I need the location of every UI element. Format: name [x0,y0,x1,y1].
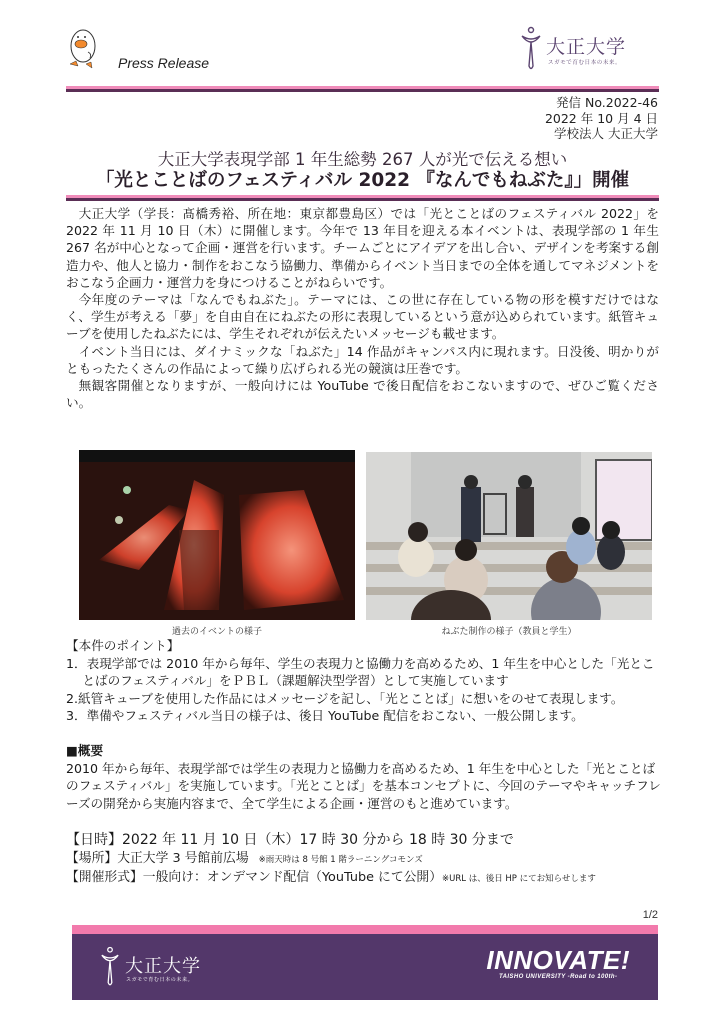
header-divider [66,86,659,92]
footer-university-tagline: スガモで育む日本の未来。 [126,977,194,983]
footer-university-name: 大正大学 [125,956,201,977]
footer-banner [72,925,658,1000]
headline-subtitle: 大正大学表現学部 1 年生総勢 267 人が光で伝える想い [157,150,568,169]
body-paragraph: イベント当日には、ダイナミックな「ねぶた」14 作品がキャンパス内に現れます。日没後、明かりがともったたくさんの作品によって繰り広げられる光の競演は圧巻です。 [66,343,659,376]
press-release-label: Press Release [118,55,210,71]
workshop-photo [366,452,652,620]
event-venue-row [66,850,686,869]
innovate-slogan [486,946,630,980]
university-emblem-icon [520,26,542,72]
nebuta-lights-image [79,450,355,620]
slogan-title: INNOVATE! [486,945,630,975]
event-venue-note: ※雨天時は 8 号館 1 階ラーニングコモンズ [258,855,423,865]
mascot-duck-icon [64,24,104,74]
overview-heading: ■概要 [66,743,104,758]
key-points-heading: 【本件のポイント】 [66,638,180,653]
overview-section [66,742,666,812]
event-venue: 【場所】大正大学 3 号館前広場 [66,851,249,866]
event-details [66,830,686,888]
event-format-note: ※URL は、後日 HP にてお知らせします [442,874,596,884]
university-emblem-icon [100,946,120,988]
overview-text: 2010 年から毎年、表現学部では学生の表現力と協働力を高めるため、1 年生を中心とした「光とことばのフェスティバル」を実施しています。「光とことば」を基本コンセプトに、今回のテーマやキャッチフレーズの開発から実施内容まで、全て学生による企画・運営のもと進めています。 [66,760,661,811]
body-text [66,205,659,411]
slogan-subtitle: TAISHO UNIVERSITY -Road to 100th- [499,974,618,980]
event-format-row [66,869,686,888]
university-name: 大正大学 [546,36,627,58]
past-event-caption: 過去のイベントの様子 [171,627,262,637]
release-issuer: 学校法人 大正大学 [554,126,658,141]
key-points [66,637,666,725]
body-paragraph: 大正大学（学長：髙橋秀裕、所在地：東京都豊島区）では「光とことばのフェスティバル 2022」を 2022 年 11 月 10 日（木）に開催します。今年で 13 年目を迎える本イベントは、表現学部の 1 年生 267 名が中心となって企画・運営を行います。チームごとにアイデアを出し合い、デザインを考案する創造力や、他人と協力・制作をおこなう協働力、準備からイベント当日までの全体を通してマネジメントをおこなう企画力・運営力を身につけることがねらいです。 [66,206,659,290]
release-meta [545,95,658,142]
university-tagline: スガモで育む日本の未来。 [548,60,622,66]
past-event-photo [79,450,355,620]
release-date: 2022 年 10 月 4 日 [544,110,658,126]
key-point-item: 2.紙管キューブを使用した作品にはメッセージを記し、「光とことば」に想いをのせて表現します。 [66,690,624,706]
release-number: 発信 No.2022-46 [556,95,658,110]
event-format: 【開催形式】一般向け：オンデマンド配信（YouTube にて公開） [66,870,443,885]
body-paragraph: 今年度のテーマは「なんでもねぶた」。テーマには、この世に存在している物の形を模すだけではなく、学生が考える「夢」を自由自在にねぶたの形に表現しているという意が込められています。紙管キューブを使用したねぶたには、学生それぞれが伝えたいメッセージも載せます。 [66,292,659,342]
headline-title: 「光とことばのフェスティバル 2022 『なんでもねぶた』」開催 [95,170,630,191]
classroom-image [366,452,652,620]
university-logo [520,26,650,72]
body-paragraph: 無観客開催となりますが、一般向けには YouTube で後日配信をおこないますので、ぜひご覧ください。 [66,378,659,411]
workshop-caption: ねぶた制作の様子（教員と学生） [441,627,577,637]
key-point-item: 3．準備やフェスティバル当日の様子は、後日 YouTube 配信をおこない、一般公開します。 [66,708,584,723]
key-point-item: 1．表現学部では 2010 年から毎年、学生の表現力と協働力を高めるため、1 年生を中心とした「光とことばのフェスティバル」をＰＢＬ（課題解決型学習）として実施しています [66,655,655,688]
title-divider [66,195,659,201]
event-datetime: 【日時】2022 年 11 月 10 日（木）17 時 30 分から 18 時 30 分まで [66,832,514,848]
page-number: 1/2 [642,909,658,921]
